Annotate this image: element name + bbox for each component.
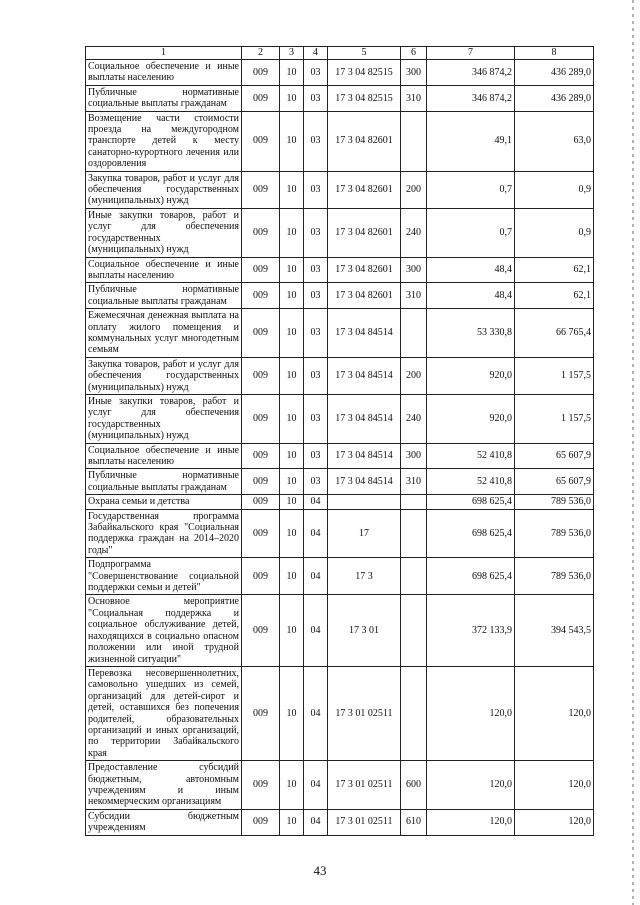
section-code-cell: 10 <box>280 595 304 666</box>
row-name-cell: Государственная программа Забайкальского края "Социальная поддержка граждан на 2014–2020 годы" <box>86 509 242 558</box>
table-row <box>86 666 594 760</box>
table-row <box>86 394 594 443</box>
table-row <box>86 509 594 558</box>
expense-type-cell <box>401 558 427 595</box>
amount-year1-cell: 698 625,4 <box>427 509 515 558</box>
section-code-cell: 10 <box>280 208 304 257</box>
amount-year1-cell: 48,4 <box>427 283 515 309</box>
column-header: 1 <box>86 47 242 60</box>
ministry-code-cell: 009 <box>242 809 280 835</box>
section-code-cell: 10 <box>280 761 304 810</box>
expense-type-cell: 610 <box>401 809 427 835</box>
subsection-code-cell: 04 <box>304 558 328 595</box>
table-row <box>86 85 594 111</box>
table-row <box>86 171 594 208</box>
target-article-cell: 17 3 04 82601 <box>328 257 401 283</box>
amount-year2-cell: 0,9 <box>515 171 594 208</box>
subsection-code-cell: 03 <box>304 469 328 495</box>
amount-year1-cell: 120,0 <box>427 761 515 810</box>
target-article-cell: 17 3 <box>328 558 401 595</box>
amount-year2-cell: 789 536,0 <box>515 495 594 509</box>
section-code-cell: 10 <box>280 666 304 760</box>
ministry-code-cell: 009 <box>242 357 280 394</box>
table-row <box>86 595 594 666</box>
section-code-cell: 10 <box>280 60 304 86</box>
subsection-code-cell: 04 <box>304 495 328 509</box>
expense-type-cell <box>401 595 427 666</box>
subsection-code-cell: 04 <box>304 509 328 558</box>
expense-type-cell <box>401 111 427 171</box>
expense-type-cell: 240 <box>401 394 427 443</box>
column-header: 7 <box>427 47 515 60</box>
page-number: 43 <box>313 863 327 878</box>
expense-type-cell: 240 <box>401 208 427 257</box>
amount-year2-cell: 0,9 <box>515 208 594 257</box>
amount-year1-cell: 0,7 <box>427 208 515 257</box>
target-article-cell: 17 3 01 02511 <box>328 666 401 760</box>
amount-year2-cell: 789 536,0 <box>515 558 594 595</box>
row-name-cell: Публичные нормативные социальные выплаты гражданам <box>86 283 242 309</box>
section-code-cell: 10 <box>280 443 304 469</box>
amount-year2-cell: 66 765,4 <box>515 309 594 358</box>
target-article-cell: 17 3 04 82601 <box>328 283 401 309</box>
amount-year2-cell: 394 543,5 <box>515 595 594 666</box>
amount-year2-cell: 436 289,0 <box>515 85 594 111</box>
ministry-code-cell: 009 <box>242 595 280 666</box>
expense-type-cell <box>401 309 427 358</box>
table-row <box>86 558 594 595</box>
table-row <box>86 257 594 283</box>
target-article-cell: 17 3 04 84514 <box>328 309 401 358</box>
expense-type-cell: 600 <box>401 761 427 810</box>
ministry-code-cell: 009 <box>242 558 280 595</box>
subsection-code-cell: 03 <box>304 171 328 208</box>
amount-year2-cell: 436 289,0 <box>515 60 594 86</box>
table-row <box>86 469 594 495</box>
target-article-cell: 17 3 04 82515 <box>328 85 401 111</box>
row-name-cell: Социальное обеспечение и иные выплаты населению <box>86 443 242 469</box>
amount-year1-cell: 120,0 <box>427 809 515 835</box>
expense-type-cell: 300 <box>401 443 427 469</box>
ministry-code-cell: 009 <box>242 111 280 171</box>
row-name-cell: Публичные нормативные социальные выплаты гражданам <box>86 85 242 111</box>
section-code-cell: 10 <box>280 469 304 495</box>
page-edge-scan-artifact <box>632 0 634 905</box>
subsection-code-cell: 04 <box>304 809 328 835</box>
row-name-cell: Предоставление субсидий бюджетным, автономным учреждениям и иным некоммерческим организациям <box>86 761 242 810</box>
amount-year2-cell: 1 157,5 <box>515 357 594 394</box>
amount-year2-cell: 120,0 <box>515 666 594 760</box>
ministry-code-cell: 009 <box>242 394 280 443</box>
subsection-code-cell: 03 <box>304 111 328 171</box>
amount-year1-cell: 52 410,8 <box>427 469 515 495</box>
subsection-code-cell: 04 <box>304 666 328 760</box>
table-row <box>86 761 594 810</box>
expense-type-cell <box>401 666 427 760</box>
row-name-cell: Ежемесячная денежная выплата на оплату жилого помещения и коммунальных услуг многодетным семьям <box>86 309 242 358</box>
row-name-cell: Иные закупки товаров, работ и услуг для обеспечения государственных (муниципальных) нужд <box>86 394 242 443</box>
row-name-cell: Социальное обеспечение и иные выплаты населению <box>86 60 242 86</box>
amount-year1-cell: 52 410,8 <box>427 443 515 469</box>
table-row <box>86 309 594 358</box>
column-header: 6 <box>401 47 427 60</box>
amount-year1-cell: 372 133,9 <box>427 595 515 666</box>
expense-type-cell: 310 <box>401 85 427 111</box>
ministry-code-cell: 009 <box>242 761 280 810</box>
section-code-cell: 10 <box>280 394 304 443</box>
target-article-cell: 17 3 04 82515 <box>328 60 401 86</box>
column-header: 5 <box>328 47 401 60</box>
amount-year2-cell: 789 536,0 <box>515 509 594 558</box>
section-code-cell: 10 <box>280 85 304 111</box>
ministry-code-cell: 009 <box>242 85 280 111</box>
row-name-cell: Иные закупки товаров, работ и услуг для обеспечения государственных (муниципальных) нужд <box>86 208 242 257</box>
target-article-cell: 17 3 04 82601 <box>328 111 401 171</box>
section-code-cell: 10 <box>280 495 304 509</box>
amount-year1-cell: 120,0 <box>427 666 515 760</box>
amount-year1-cell: 698 625,4 <box>427 495 515 509</box>
amount-year2-cell: 65 607,9 <box>515 469 594 495</box>
target-article-cell <box>328 495 401 509</box>
amount-year2-cell: 63,0 <box>515 111 594 171</box>
target-article-cell: 17 3 01 <box>328 595 401 666</box>
target-article-cell: 17 3 04 82601 <box>328 208 401 257</box>
column-header: 2 <box>242 47 280 60</box>
expense-type-cell: 200 <box>401 357 427 394</box>
row-name-cell: Закупка товаров, работ и услуг для обеспечения государственных (муниципальных) нужд <box>86 171 242 208</box>
amount-year2-cell: 62,1 <box>515 283 594 309</box>
amount-year1-cell: 698 625,4 <box>427 558 515 595</box>
amount-year2-cell: 62,1 <box>515 257 594 283</box>
subsection-code-cell: 03 <box>304 60 328 86</box>
subsection-code-cell: 03 <box>304 283 328 309</box>
amount-year1-cell: 920,0 <box>427 357 515 394</box>
target-article-cell: 17 3 04 82601 <box>328 171 401 208</box>
expense-type-cell: 310 <box>401 469 427 495</box>
ministry-code-cell: 009 <box>242 666 280 760</box>
section-code-cell: 10 <box>280 111 304 171</box>
table-body <box>86 60 594 836</box>
target-article-cell: 17 <box>328 509 401 558</box>
ministry-code-cell: 009 <box>242 60 280 86</box>
ministry-code-cell: 009 <box>242 309 280 358</box>
subsection-code-cell: 03 <box>304 257 328 283</box>
row-name-cell: Подпрограмма "Совершенствование социальной поддержки семьи и детей" <box>86 558 242 595</box>
target-article-cell: 17 3 01 02511 <box>328 809 401 835</box>
table-row <box>86 443 594 469</box>
table-row <box>86 111 594 171</box>
subsection-code-cell: 03 <box>304 309 328 358</box>
section-code-cell: 10 <box>280 171 304 208</box>
section-code-cell: 10 <box>280 309 304 358</box>
expense-type-cell: 310 <box>401 283 427 309</box>
ministry-code-cell: 009 <box>242 509 280 558</box>
amount-year2-cell: 120,0 <box>515 809 594 835</box>
amount-year1-cell: 920,0 <box>427 394 515 443</box>
column-header: 4 <box>304 47 328 60</box>
expense-type-cell: 300 <box>401 257 427 283</box>
amount-year1-cell: 346 874,2 <box>427 60 515 86</box>
expense-type-cell: 200 <box>401 171 427 208</box>
row-name-cell: Основное мероприятие "Социальная поддержка и социальное обслуживание детей, находящихся в социально опасном положении или иной трудной жизненной ситуации" <box>86 595 242 666</box>
row-name-cell: Закупка товаров, работ и услуг для обеспечения государственных (муниципальных) нужд <box>86 357 242 394</box>
amount-year2-cell: 65 607,9 <box>515 443 594 469</box>
amount-year1-cell: 0,7 <box>427 171 515 208</box>
subsection-code-cell: 03 <box>304 85 328 111</box>
row-name-cell: Социальное обеспечение и иные выплаты населению <box>86 257 242 283</box>
row-name-cell: Публичные нормативные социальные выплаты гражданам <box>86 469 242 495</box>
section-code-cell: 10 <box>280 509 304 558</box>
table-row <box>86 208 594 257</box>
column-header: 3 <box>280 47 304 60</box>
subsection-code-cell: 03 <box>304 208 328 257</box>
row-name-cell: Охрана семьи и детства <box>86 495 242 509</box>
ministry-code-cell: 009 <box>242 171 280 208</box>
target-article-cell: 17 3 04 84514 <box>328 357 401 394</box>
expense-type-cell <box>401 509 427 558</box>
expense-type-cell: 300 <box>401 60 427 86</box>
budget-table <box>85 46 594 836</box>
table-row <box>86 357 594 394</box>
subsection-code-cell: 04 <box>304 595 328 666</box>
amount-year1-cell: 48,4 <box>427 257 515 283</box>
table-row <box>86 60 594 86</box>
amount-year2-cell: 120,0 <box>515 761 594 810</box>
subsection-code-cell: 04 <box>304 761 328 810</box>
ministry-code-cell: 009 <box>242 283 280 309</box>
row-name-cell: Перевозка несовершеннолетних, самовольно ушедших из семей, организаций для детей-сирот и детей, оставшихся без попечения родителей, образовательных организаций и иных организаций, по территории Забайкальского края <box>86 666 242 760</box>
expense-type-cell <box>401 495 427 509</box>
target-article-cell: 17 3 04 84514 <box>328 469 401 495</box>
row-name-cell: Субсидии бюджетным учреждениям <box>86 809 242 835</box>
section-code-cell: 10 <box>280 809 304 835</box>
section-code-cell: 10 <box>280 283 304 309</box>
table-row <box>86 809 594 835</box>
ministry-code-cell: 009 <box>242 469 280 495</box>
target-article-cell: 17 3 04 84514 <box>328 443 401 469</box>
section-code-cell: 10 <box>280 357 304 394</box>
table-row <box>86 283 594 309</box>
header-row <box>86 47 594 60</box>
ministry-code-cell: 009 <box>242 257 280 283</box>
amount-year1-cell: 49,1 <box>427 111 515 171</box>
ministry-code-cell: 009 <box>242 495 280 509</box>
column-header: 8 <box>515 47 594 60</box>
target-article-cell: 17 3 01 02511 <box>328 761 401 810</box>
ministry-code-cell: 009 <box>242 443 280 469</box>
amount-year1-cell: 53 330,8 <box>427 309 515 358</box>
amount-year2-cell: 1 157,5 <box>515 394 594 443</box>
table-row <box>86 495 594 509</box>
subsection-code-cell: 03 <box>304 357 328 394</box>
section-code-cell: 10 <box>280 558 304 595</box>
ministry-code-cell: 009 <box>242 208 280 257</box>
target-article-cell: 17 3 04 84514 <box>328 394 401 443</box>
subsection-code-cell: 03 <box>304 394 328 443</box>
amount-year1-cell: 346 874,2 <box>427 85 515 111</box>
section-code-cell: 10 <box>280 257 304 283</box>
row-name-cell: Возмещение части стоимости проезда на междугородном транспорте детей к месту санаторно-курортного лечения или оздоровления <box>86 111 242 171</box>
subsection-code-cell: 03 <box>304 443 328 469</box>
